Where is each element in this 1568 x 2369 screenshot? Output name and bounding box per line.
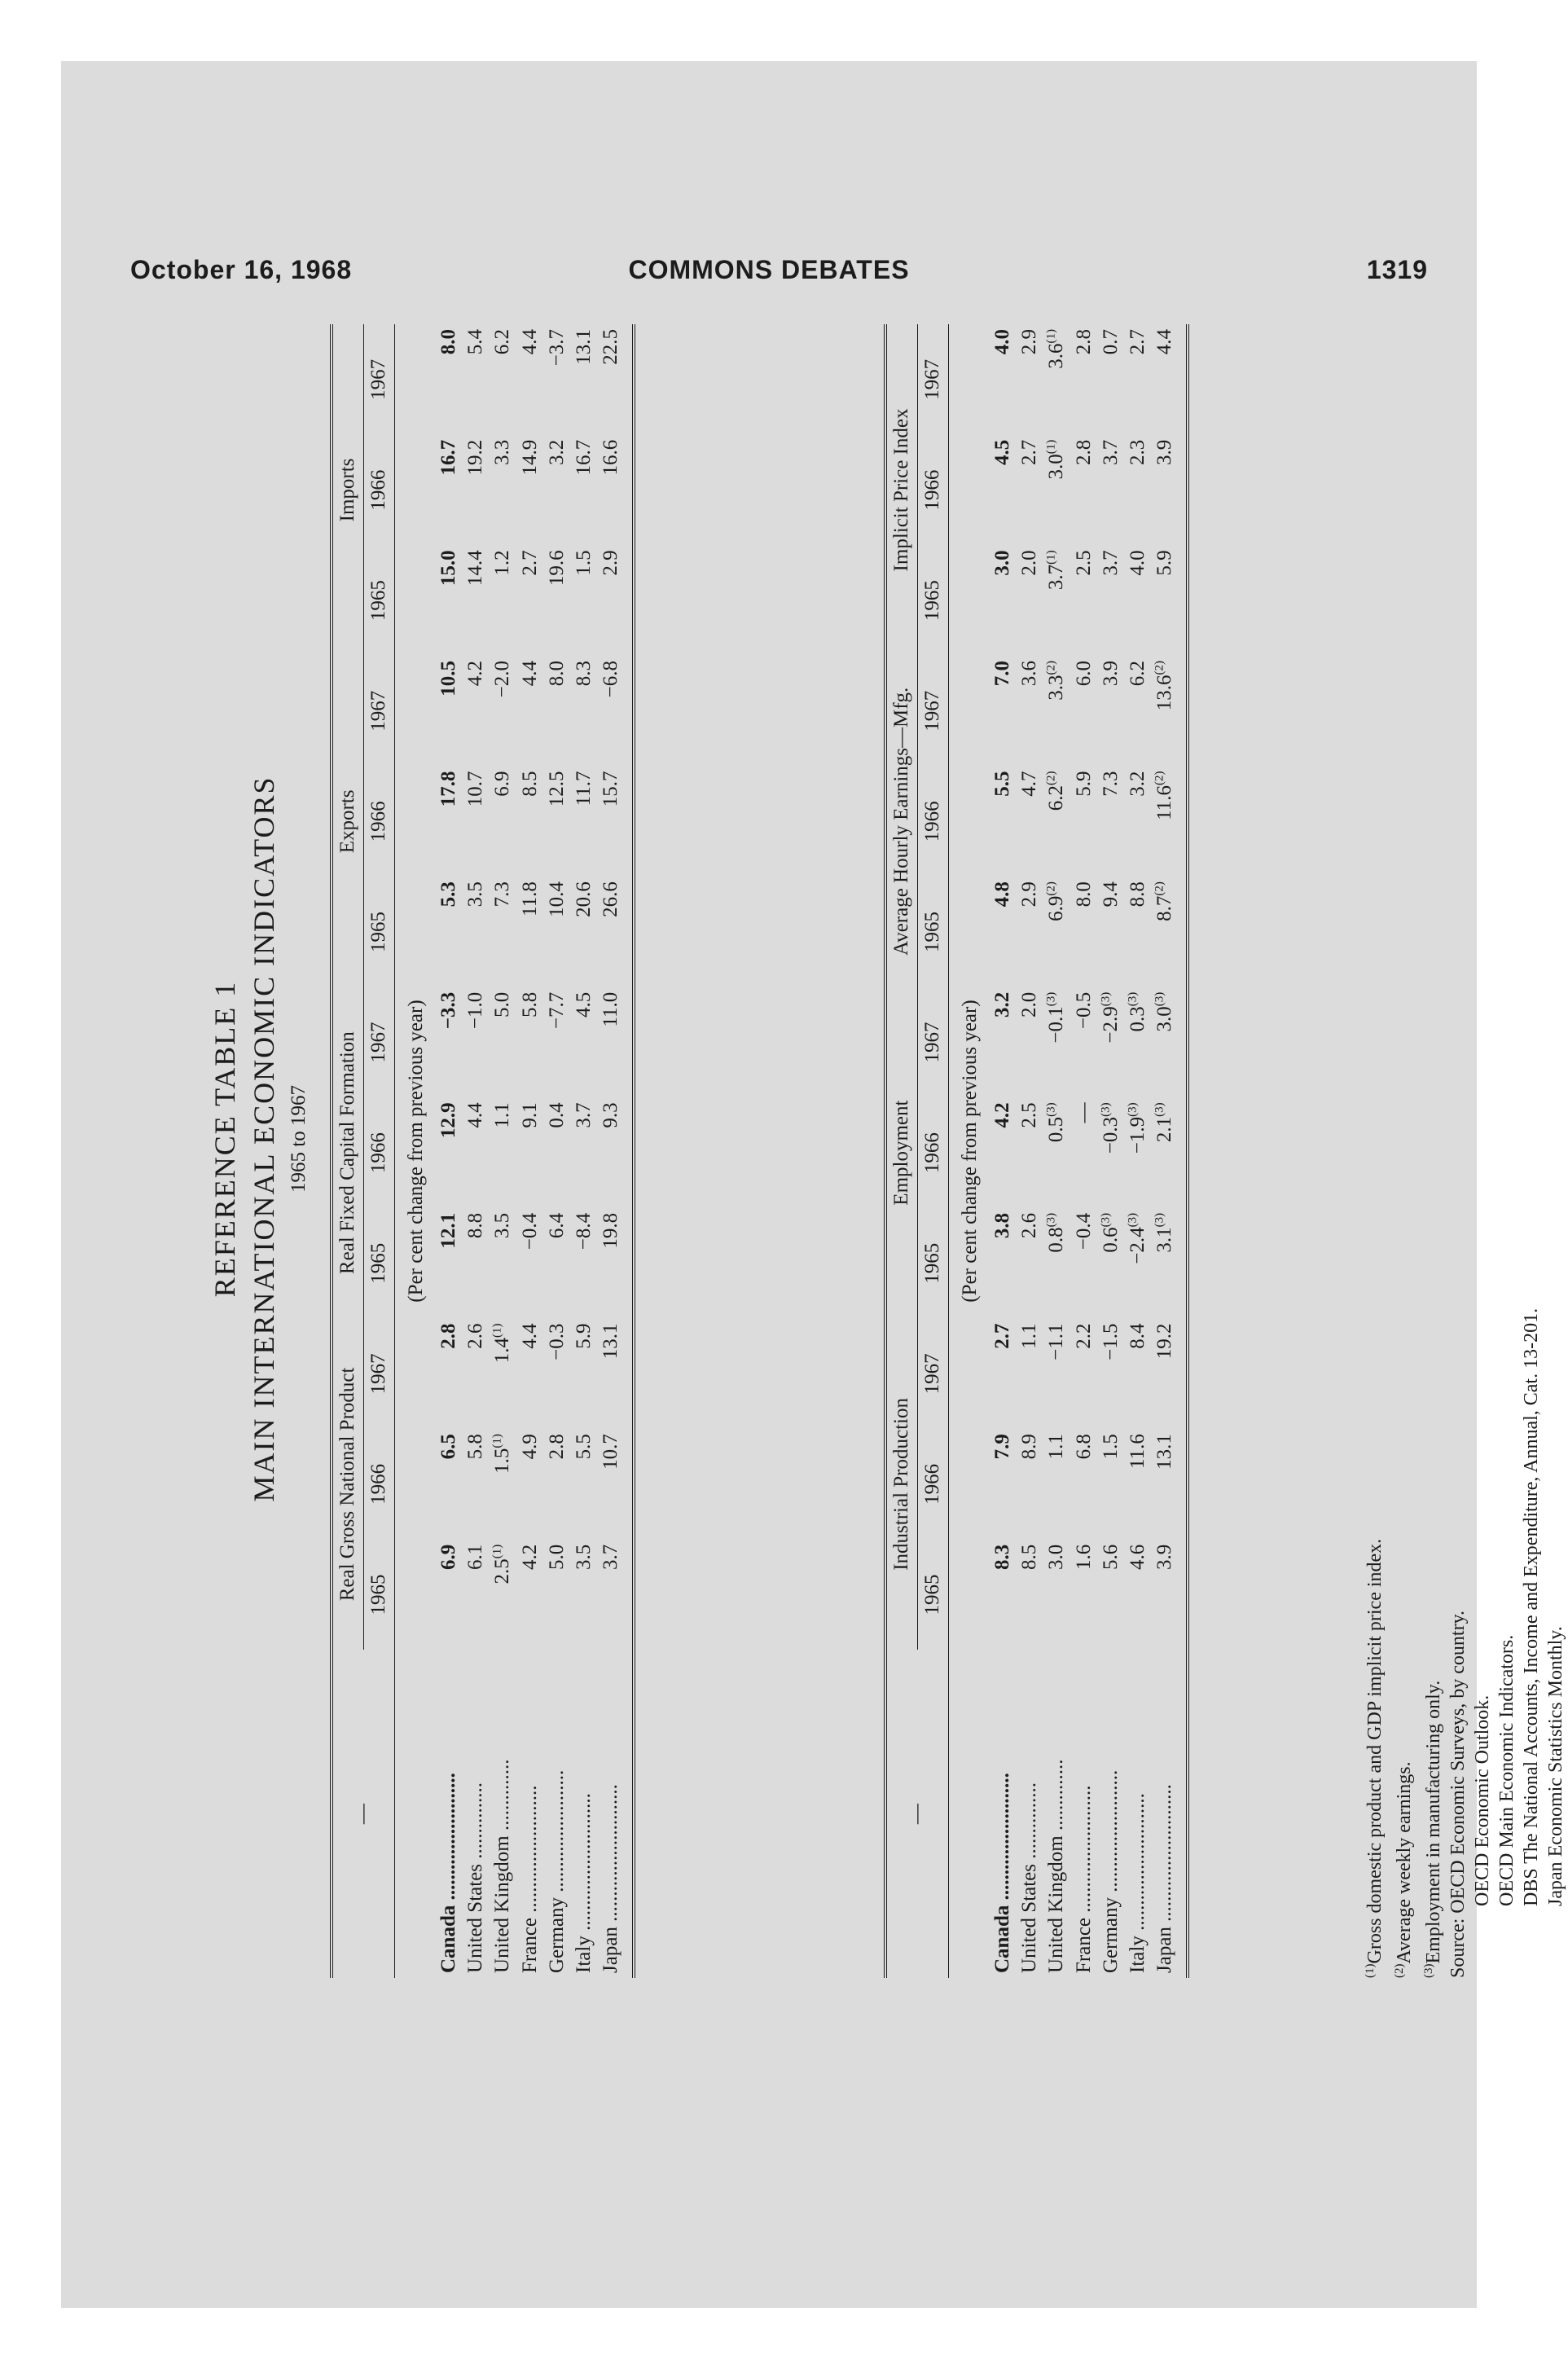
country-name: Germany ........................ bbox=[1099, 1769, 1122, 1973]
table-cell: 2.7 bbox=[990, 1323, 1013, 1349]
table-cell: 3.2 bbox=[990, 991, 1013, 1017]
table-cell: 2.5 bbox=[1072, 550, 1095, 576]
table-cell: 10.4 bbox=[545, 881, 568, 917]
source-entry: OECD Main Economic Indicators. bbox=[1496, 1634, 1517, 1906]
table-cell: 11.0 bbox=[600, 991, 622, 1027]
table-cell: 3.0$^{(1)}$ bbox=[1044, 439, 1068, 480]
country-name: Japan ........................... bbox=[600, 1784, 622, 1973]
table-cell: 5.5 bbox=[573, 1434, 595, 1460]
table-cell: −2.0 bbox=[491, 660, 514, 698]
table-cell: 4.2 bbox=[464, 660, 486, 687]
table-cell: 3.7 bbox=[600, 1544, 622, 1570]
table-cell: $-1.9^{(3)}$ bbox=[1126, 1102, 1149, 1154]
year-header: 1966 bbox=[917, 1097, 948, 1208]
table-row bbox=[516, 324, 543, 1978]
country-name: United Kingdom .............. bbox=[491, 1759, 514, 1973]
table-cell: 7.9 bbox=[990, 1434, 1013, 1460]
table-cell: −1.1 bbox=[1045, 1323, 1068, 1360]
table-cell: 14.9 bbox=[518, 439, 541, 476]
table-cell: 3.9 bbox=[1153, 1544, 1176, 1570]
table-row bbox=[489, 324, 516, 1978]
table-cell: 0.5$^{(3)}$ bbox=[1044, 1102, 1068, 1143]
table-row bbox=[1151, 324, 1187, 1978]
table-cell: 13.1 bbox=[1153, 1434, 1176, 1470]
table-cell: 6.2$^{(2)}$ bbox=[1044, 771, 1068, 811]
table-cell: 2.0 bbox=[1018, 991, 1040, 1017]
table-cell: 4.0 bbox=[1127, 550, 1149, 576]
table-cell: $-2.9^{(3)}$ bbox=[1099, 991, 1122, 1044]
year-header: 1965 bbox=[363, 1208, 394, 1319]
table-cell: 3.0$^{(3)}$ bbox=[1153, 991, 1176, 1032]
year-header: 1967 bbox=[917, 656, 948, 767]
table-row bbox=[462, 324, 489, 1978]
source-entry: OECD Economic Outlook. bbox=[1472, 1694, 1493, 1906]
table-cell: 1.4$^{(1)}$ bbox=[490, 1323, 514, 1364]
source-line bbox=[1446, 1308, 1470, 1978]
year-header: 1967 bbox=[363, 1319, 394, 1430]
table-row bbox=[1070, 324, 1097, 1978]
year-header: 1966 bbox=[917, 767, 948, 877]
table-cell: −0.4 bbox=[518, 1212, 541, 1250]
table-cell: 6.2 bbox=[491, 329, 514, 355]
table-cell: 2.5$^{(1)}$ bbox=[490, 1544, 514, 1584]
table-cell: 2.9 bbox=[600, 550, 622, 576]
table-cell: 4.4 bbox=[518, 660, 541, 687]
table-cell: 8.0 bbox=[437, 329, 459, 355]
indicators-table-2 bbox=[884, 324, 1189, 1978]
table-cell: 2.3 bbox=[1127, 439, 1149, 466]
year-header: 1966 bbox=[363, 1097, 394, 1208]
table-cell: 3.5 bbox=[573, 1544, 595, 1570]
year-header: 1967 bbox=[917, 1319, 948, 1430]
table-cell: 16.6 bbox=[600, 439, 622, 476]
table-cell: 2.8 bbox=[437, 1323, 459, 1349]
country-name: Canada ......................... bbox=[990, 1773, 1013, 1973]
table-cell: 19.2 bbox=[464, 439, 486, 476]
country-name: Canada ......................... bbox=[437, 1773, 459, 1973]
year-header: 1966 bbox=[917, 1429, 948, 1540]
group-header: Real Fixed Capital Formation bbox=[332, 987, 363, 1319]
year-header: 1966 bbox=[363, 1429, 394, 1540]
table-cell: 3.7 bbox=[1099, 550, 1122, 576]
source-entry: OECD Economic Surveys, by country. bbox=[1447, 1610, 1469, 1914]
table-cell: 8.5 bbox=[518, 771, 541, 797]
table-row bbox=[1043, 324, 1069, 1978]
table-cell: 12.9 bbox=[437, 1102, 459, 1139]
table-cell: 2.6 bbox=[464, 1323, 486, 1349]
country-name: France ......................... bbox=[518, 1785, 541, 1973]
table-cell: 11.7 bbox=[573, 771, 595, 807]
table-cell: 4.5 bbox=[990, 439, 1013, 466]
country-name: United States ............... bbox=[1018, 1782, 1040, 1973]
table-cell: 5.3 bbox=[437, 881, 459, 908]
table-cell: 3.7$^{(1)}$ bbox=[1044, 550, 1068, 591]
indicators-table-1 bbox=[330, 324, 635, 1978]
table-cell: −7.7 bbox=[545, 991, 568, 1030]
source-entry: Japan Economic Statistics Monthly. bbox=[1545, 1626, 1566, 1906]
table-cell: 2.8 bbox=[545, 1434, 568, 1460]
table-cell: 3.8 bbox=[990, 1212, 1013, 1239]
year-header: 1967 bbox=[917, 987, 948, 1098]
table-cell: 16.7 bbox=[437, 439, 459, 476]
table-cell: 10.7 bbox=[600, 1434, 622, 1470]
table-cell: 8.8 bbox=[1127, 881, 1149, 908]
table-cell: 4.2 bbox=[518, 1544, 541, 1570]
year-header: 1965 bbox=[917, 1208, 948, 1319]
table-cell: 12.5 bbox=[545, 771, 568, 807]
table-cell: 8.9 bbox=[1018, 1434, 1040, 1460]
table-cell: 1.5 bbox=[573, 550, 595, 576]
table-cell: 2.8 bbox=[1072, 439, 1095, 466]
table-cell: 8.0 bbox=[1072, 881, 1095, 908]
year-header: 1966 bbox=[917, 435, 948, 546]
year-header: 1965 bbox=[917, 1540, 948, 1650]
country-name: United States ............... bbox=[464, 1782, 486, 1973]
year-header: 1965 bbox=[363, 545, 394, 656]
table-cell: 15.0 bbox=[437, 550, 459, 587]
table-cell: 22.5 bbox=[600, 329, 622, 365]
table-cell: 2.0 bbox=[1018, 550, 1040, 576]
table-cell: 3.2 bbox=[1127, 771, 1149, 797]
table-cell: 6.1 bbox=[464, 1544, 486, 1570]
table-cell: $-0.1^{(3)}$ bbox=[1044, 991, 1068, 1044]
table-cell: 4.2 bbox=[990, 1102, 1013, 1128]
table-row bbox=[1097, 324, 1124, 1978]
footnote: $^{(1)}$Gross domestic product and GDP implicit price index. bbox=[1364, 1538, 1386, 1978]
table-cell: 0.8$^{(3)}$ bbox=[1044, 1212, 1068, 1253]
table-cell: 2.8 bbox=[1072, 329, 1095, 355]
table-cell: 5.9 bbox=[1153, 550, 1176, 576]
country-name: Italy ........................... bbox=[1127, 1793, 1149, 1973]
year-header: 1966 bbox=[363, 435, 394, 546]
table-cell: 12.1 bbox=[437, 1212, 459, 1249]
table-cell: 1.5$^{(1)}$ bbox=[490, 1434, 514, 1474]
table-cell: 4.0 bbox=[990, 329, 1013, 355]
table-row bbox=[435, 324, 462, 1978]
table-cell: 2.5 bbox=[1018, 1102, 1040, 1128]
table-cell: 4.4 bbox=[464, 1102, 486, 1128]
table-cell: 5.9 bbox=[1072, 771, 1095, 797]
table-note: (Per cent change from previous year) bbox=[958, 1000, 981, 1303]
table-cell: 11.8 bbox=[518, 881, 541, 916]
table-cell: 4.7 bbox=[1018, 771, 1040, 797]
table-row bbox=[570, 324, 597, 1978]
table-cell: 4.4 bbox=[518, 329, 541, 355]
group-header: Average Hourly Earnings—Mfg. bbox=[885, 656, 917, 987]
table-cell: 5.6 bbox=[1099, 1544, 1122, 1570]
table-cell: 1.5 bbox=[1099, 1434, 1122, 1460]
table-row bbox=[597, 324, 633, 1978]
year-header: 1967 bbox=[363, 324, 394, 435]
table-cell: 5.8 bbox=[464, 1434, 486, 1460]
table-cell: 8.5 bbox=[1018, 1544, 1040, 1570]
footnote: $^{(2)}$Average weekly earnings. bbox=[1393, 1761, 1415, 1978]
table-cell: 4.5 bbox=[573, 991, 595, 1017]
table-cell: 0.6$^{(3)}$ bbox=[1099, 1212, 1122, 1253]
table-row bbox=[543, 324, 570, 1978]
table-cell: 4.4 bbox=[1153, 329, 1176, 355]
table-cell: 7.3 bbox=[1099, 771, 1122, 797]
table-cell: 2.7 bbox=[518, 550, 541, 576]
table-cell: 14.4 bbox=[464, 550, 486, 587]
table-cell: 9.3 bbox=[600, 1102, 622, 1128]
table-cell: 3.2 bbox=[545, 439, 568, 466]
table-cell: 2.2 bbox=[1072, 1323, 1095, 1349]
table-cell: 2.7 bbox=[1018, 439, 1040, 466]
table-row bbox=[1016, 324, 1043, 1978]
table-cell: 13.1 bbox=[573, 329, 595, 365]
country-name: United Kingdom .............. bbox=[1045, 1759, 1068, 1973]
dash-header: — bbox=[885, 1650, 948, 1978]
table-title-line-3: 1965 to 1967 bbox=[288, 1085, 310, 1193]
footnotes bbox=[1358, 1308, 1568, 1978]
table-cell: 13.1 bbox=[600, 1323, 622, 1360]
table-cell: 6.9$^{(2)}$ bbox=[1044, 881, 1068, 921]
table-cell: 9.1 bbox=[518, 1102, 541, 1128]
table-cell: 6.8 bbox=[1072, 1434, 1095, 1460]
table-cell: −1.5 bbox=[1099, 1323, 1122, 1360]
table-cell: 1.6 bbox=[1072, 1544, 1095, 1570]
table-cell: −0.4 bbox=[1072, 1212, 1095, 1250]
table-cell: 6.4 bbox=[545, 1212, 568, 1239]
table-cell: 8.4 bbox=[1127, 1323, 1149, 1349]
table-cell: 3.7 bbox=[573, 1102, 595, 1128]
table-cell: 11.6 bbox=[1127, 1434, 1149, 1469]
rotated-reference-table bbox=[208, 267, 1566, 2011]
source-label: Source: bbox=[1447, 1918, 1469, 1978]
table-cell: 3.0 bbox=[990, 550, 1013, 576]
year-header: 1966 bbox=[363, 767, 394, 877]
table-cell: 1.1 bbox=[1045, 1434, 1068, 1460]
group-header: Imports bbox=[332, 324, 363, 656]
table-cell: 2.9 bbox=[1018, 881, 1040, 908]
table-cell: 8.0 bbox=[545, 660, 568, 687]
table-cell: 13.6$^{(2)}$ bbox=[1153, 660, 1176, 711]
table-cell: 8.3 bbox=[990, 1544, 1013, 1570]
group-header: Industrial Production bbox=[885, 1319, 917, 1650]
year-header: 1967 bbox=[363, 987, 394, 1098]
table-cell: 6.9 bbox=[437, 1544, 459, 1570]
table-cell: 5.8 bbox=[518, 991, 541, 1017]
table-cell: 5.0 bbox=[491, 991, 514, 1017]
table-title-line-1: REFERENCE TABLE 1 bbox=[209, 980, 241, 1298]
table-cell: 4.4 bbox=[518, 1323, 541, 1349]
table-cell: — bbox=[1072, 1102, 1095, 1123]
country-name: Japan ........................... bbox=[1153, 1784, 1176, 1973]
source-entry: DBS The National Accounts, Income and Expenditure, Annual, Cat. 13-201. bbox=[1521, 1308, 1542, 1906]
table-cell: 3.3$^{(2)}$ bbox=[1044, 660, 1068, 701]
table-cell: 0.4 bbox=[545, 1102, 568, 1128]
table-cell: 1.1 bbox=[491, 1102, 514, 1128]
year-header: 1967 bbox=[917, 324, 948, 435]
table-cell: 3.9 bbox=[1153, 439, 1176, 466]
table-cell: −0.3 bbox=[545, 1323, 568, 1360]
group-header: Employment bbox=[885, 987, 917, 1319]
page-number: 1319 bbox=[1366, 255, 1428, 284]
table-cell: 26.6 bbox=[600, 881, 622, 917]
group-header: Implicit Price Index bbox=[885, 324, 917, 656]
table-note: (Per cent change from previous year) bbox=[404, 1000, 427, 1303]
table-row bbox=[1124, 324, 1151, 1978]
table-cell: 6.2 bbox=[1127, 660, 1149, 687]
table-cell: 19.6 bbox=[545, 550, 568, 587]
table-cell: −1.0 bbox=[464, 991, 486, 1030]
country-name: Germany ........................ bbox=[545, 1769, 568, 1973]
table-cell: −6.8 bbox=[600, 660, 622, 698]
table-cell: 3.1$^{(3)}$ bbox=[1153, 1212, 1176, 1253]
table-cell: 4.8 bbox=[990, 881, 1013, 908]
table-cell: 2.6 bbox=[1018, 1212, 1040, 1239]
year-header: 1965 bbox=[363, 877, 394, 987]
table-cell: 7.0 bbox=[990, 660, 1013, 687]
table-cell: 19.8 bbox=[600, 1212, 622, 1249]
table-cell: 2.9 bbox=[1018, 329, 1040, 355]
table-cell: 10.5 bbox=[437, 660, 459, 697]
table-cell: 6.0 bbox=[1072, 660, 1095, 687]
year-header: 1965 bbox=[363, 1540, 394, 1650]
table-cell: 5.4 bbox=[464, 329, 486, 355]
table-cell: −8.4 bbox=[573, 1212, 595, 1250]
table-cell: 4.9 bbox=[518, 1434, 541, 1460]
table-cell: 6.9 bbox=[491, 771, 514, 797]
table-title-line-2: MAIN INTERNATIONAL ECONOMIC INDICATORS bbox=[248, 776, 280, 1502]
table-cell: $-2.4^{(3)}$ bbox=[1126, 1212, 1149, 1264]
table-cell: 3.6$^{(1)}$ bbox=[1044, 329, 1068, 369]
table-cell: 7.3 bbox=[491, 881, 514, 908]
table-cell: 1.2 bbox=[491, 550, 514, 576]
table-cell: 0.7 bbox=[1099, 329, 1122, 355]
table-cell: 3.7 bbox=[1099, 439, 1122, 466]
group-header: Exports bbox=[332, 656, 363, 987]
table-cell: 19.2 bbox=[1153, 1323, 1176, 1360]
group-header: Real Gross National Product bbox=[332, 1319, 363, 1650]
table-cell: 20.6 bbox=[573, 881, 595, 917]
table-cell: 2.7 bbox=[1127, 329, 1149, 355]
table-cell: 6.5 bbox=[437, 1434, 459, 1460]
year-header: 1967 bbox=[363, 656, 394, 767]
table-row bbox=[989, 324, 1016, 1978]
table-cell: 4.6 bbox=[1127, 1544, 1149, 1570]
country-name: Italy ........................... bbox=[573, 1793, 595, 1973]
table-cell: $-0.3^{(3)}$ bbox=[1099, 1102, 1122, 1154]
table-cell: 1.1 bbox=[1018, 1323, 1040, 1349]
table-cell: 8.7$^{(2)}$ bbox=[1153, 881, 1176, 921]
table-cell: −0.5 bbox=[1072, 991, 1095, 1030]
table-cell: −3.7 bbox=[545, 329, 568, 367]
table-cell: 10.7 bbox=[464, 771, 486, 807]
table-cell: 8.8 bbox=[464, 1212, 486, 1239]
table-cell: 9.4 bbox=[1099, 881, 1122, 908]
dash-header: — bbox=[332, 1650, 394, 1978]
year-header: 1965 bbox=[917, 877, 948, 987]
table-cell: 8.3 bbox=[573, 660, 595, 687]
table-cell: 16.7 bbox=[573, 439, 595, 476]
table-cell: 3.5 bbox=[464, 881, 486, 908]
publication-title: COMMONS DEBATES bbox=[628, 255, 910, 284]
page-date: October 16, 1968 bbox=[130, 255, 353, 284]
footnote: $^{(3)}$Employment in manufacturing only. bbox=[1422, 1680, 1444, 1978]
country-name: France ......................... bbox=[1072, 1785, 1095, 1973]
table-cell: 17.8 bbox=[437, 771, 459, 807]
table-cell: 5.9 bbox=[573, 1323, 595, 1349]
table-cell: 3.0 bbox=[1045, 1544, 1068, 1570]
table-cell: 5.0 bbox=[545, 1544, 568, 1570]
table-cell: 15.7 bbox=[600, 771, 622, 807]
table-cell: 3.5 bbox=[491, 1212, 514, 1239]
table-cell: 5.5 bbox=[990, 771, 1013, 797]
table-cell: −3.3 bbox=[437, 991, 459, 1030]
table-cell: 11.6$^{(2)}$ bbox=[1153, 771, 1176, 820]
table-cell: 3.9 bbox=[1099, 660, 1122, 687]
table-cell: 3.6 bbox=[1018, 660, 1040, 687]
year-header: 1965 bbox=[917, 545, 948, 656]
table-cell: 2.1$^{(3)}$ bbox=[1153, 1102, 1176, 1143]
table-cell: 0.3$^{(3)}$ bbox=[1126, 991, 1149, 1032]
table-cell: 3.3 bbox=[491, 439, 514, 466]
